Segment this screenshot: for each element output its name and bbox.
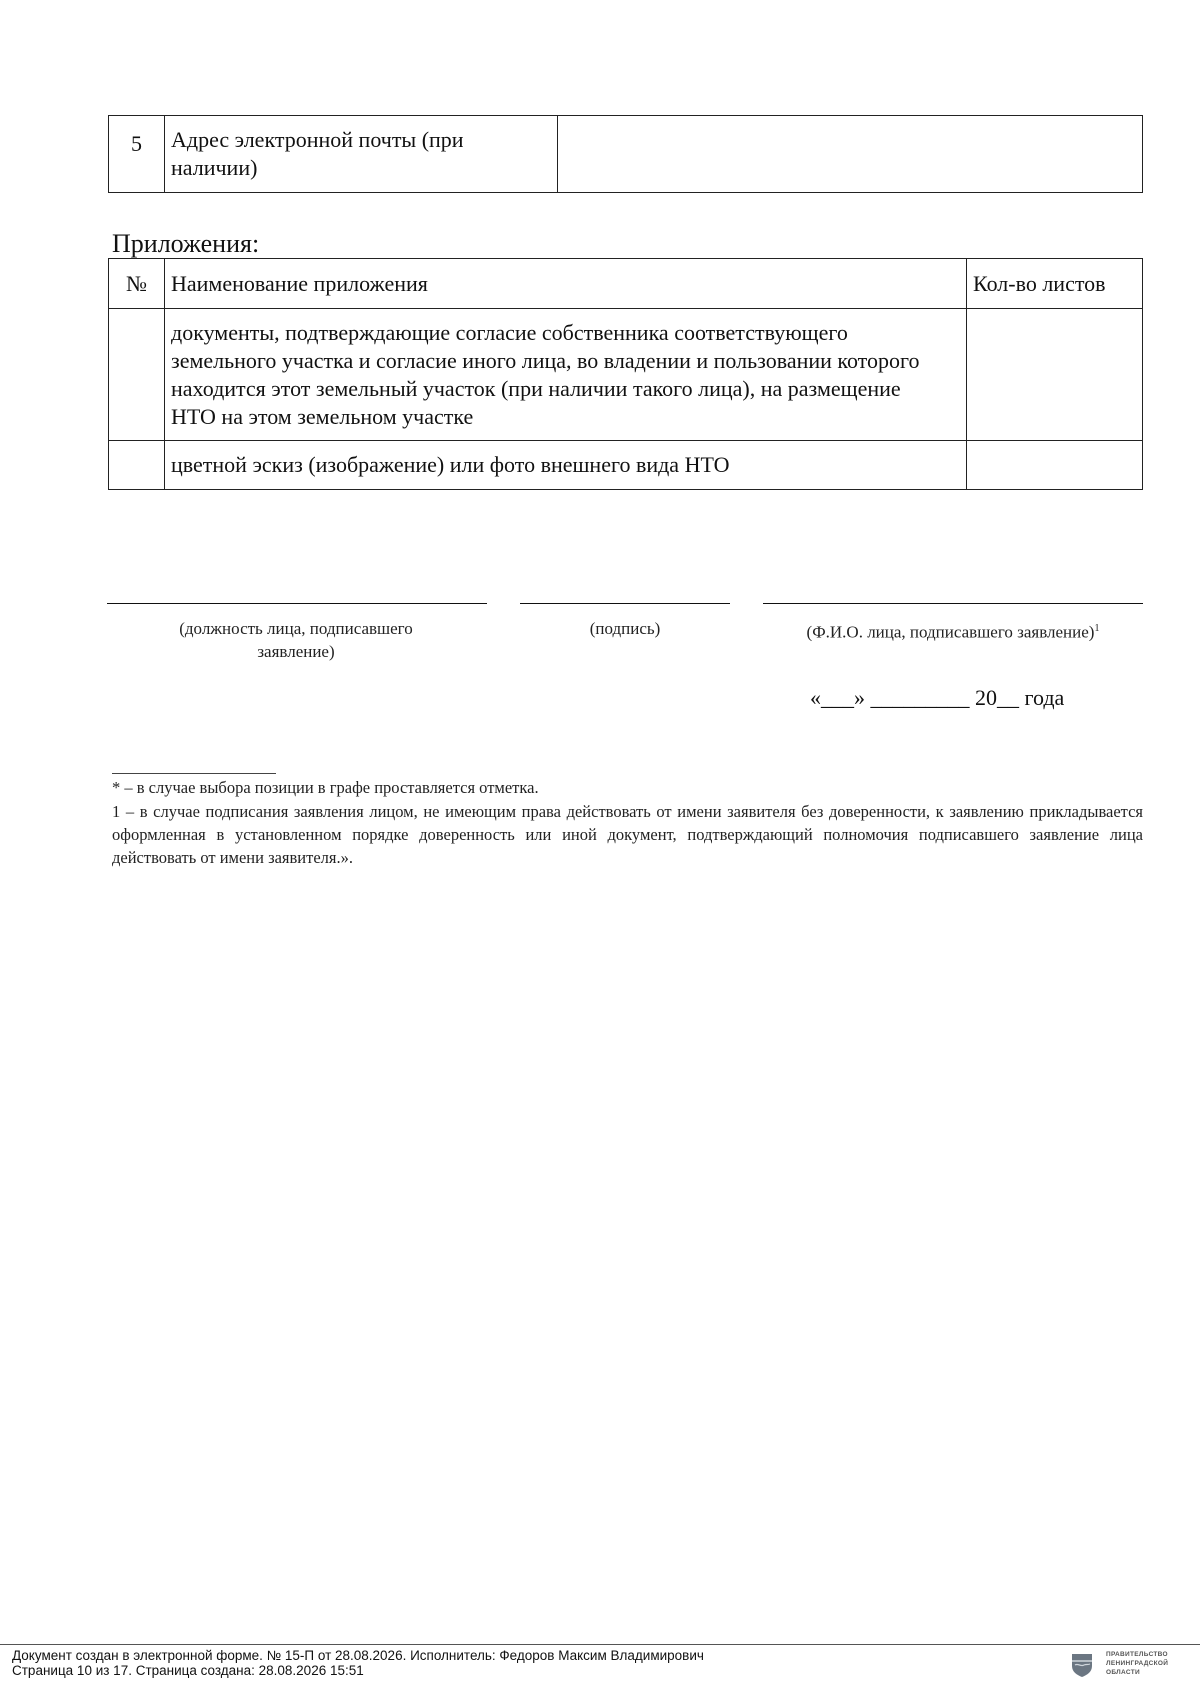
- name-caption: (Ф.И.О. лица, подписавшего заявление): [806, 622, 1095, 642]
- name-caption-wrap: [763, 617, 1143, 644]
- attachments-heading: Приложения:: [112, 229, 260, 258]
- logo-text: [1106, 1650, 1168, 1677]
- label-cell: [165, 116, 558, 193]
- position-line: [107, 603, 487, 604]
- row-number-cell: [109, 116, 165, 193]
- attachment-name-cell: [165, 441, 967, 490]
- logo-text-line: ПРАВИТЕЛЬСТВО: [1106, 1651, 1168, 1658]
- attachment-name: документы, подтверждающие согласие собственника соответствующего земельного участка и согласие иного лица, во владении и пользовании которого находится этот земельный участок (при наличии такого лица), на размещение НТО на этом земельном участке: [171, 320, 920, 429]
- attachment-name-cell: [165, 309, 967, 441]
- position-caption: (должность лица, подписавшего заявление): [179, 619, 413, 661]
- footnote-asterisk: * – в случае выбора позиции в графе проставляется отметка.: [112, 778, 539, 797]
- footer-line-1: Документ создан в электронной форме. № 15-П от 28.08.2026. Исполнитель: Федоров Максим Владимирович: [12, 1648, 704, 1663]
- footnote-1: 1 – в случае подписания заявления лицом, не имеющим права действовать от имени заявителя без доверенности, к заявлению прикладывается оформленная в установленном порядке доверенность или иной документ, подтверждающий полномочия подписавшего заявление лица действовать от имени заявителя.».: [112, 802, 1143, 867]
- attachments-header-row: [109, 259, 1143, 309]
- table-row: [109, 441, 1143, 490]
- name-header: Наименование приложения: [171, 270, 428, 296]
- footer-line-2: Страница 10 из 17. Страница создана: 28.08.2026 15:51: [12, 1663, 364, 1678]
- date-line: «___» _________ 20__ года: [810, 685, 1065, 710]
- logo-text-line: ЛЕНИНГРАДСКОЙ: [1106, 1660, 1169, 1667]
- sheets-header: Кол-во листов: [973, 270, 1106, 296]
- number-sign: №: [126, 270, 147, 296]
- email-value-cell: [558, 116, 1143, 193]
- col-sheets-header: [967, 259, 1143, 309]
- name-line: [763, 603, 1143, 604]
- government-logo: [1070, 1650, 1195, 1686]
- contact-table: [108, 115, 1143, 193]
- footnote-separator: [112, 773, 276, 774]
- signature-caption: (подпись): [589, 619, 661, 638]
- logo-text-line: ОБЛАСТИ: [1106, 1669, 1140, 1676]
- email-label: Адрес электронной почты (при наличии): [171, 127, 464, 180]
- attachment-name: цветной эскиз (изображение) или фото внешнего вида НТО: [171, 452, 730, 477]
- footnote-marker: 1: [1094, 623, 1100, 634]
- attachment-sheets-cell: [967, 441, 1143, 490]
- footer-divider: [0, 1644, 1200, 1645]
- col-name-header: [165, 259, 967, 309]
- coat-of-arms-icon: [1070, 1652, 1094, 1678]
- attachment-number-cell: [109, 441, 165, 490]
- attachment-sheets-cell: [967, 309, 1143, 441]
- col-number-header: [109, 259, 165, 309]
- table-row: [109, 309, 1143, 441]
- attachments-table: [108, 258, 1143, 490]
- row-number: 5: [131, 131, 142, 156]
- attachment-number-cell: [109, 309, 165, 441]
- signature-line: [520, 603, 730, 604]
- footer-info: [12, 1648, 704, 1678]
